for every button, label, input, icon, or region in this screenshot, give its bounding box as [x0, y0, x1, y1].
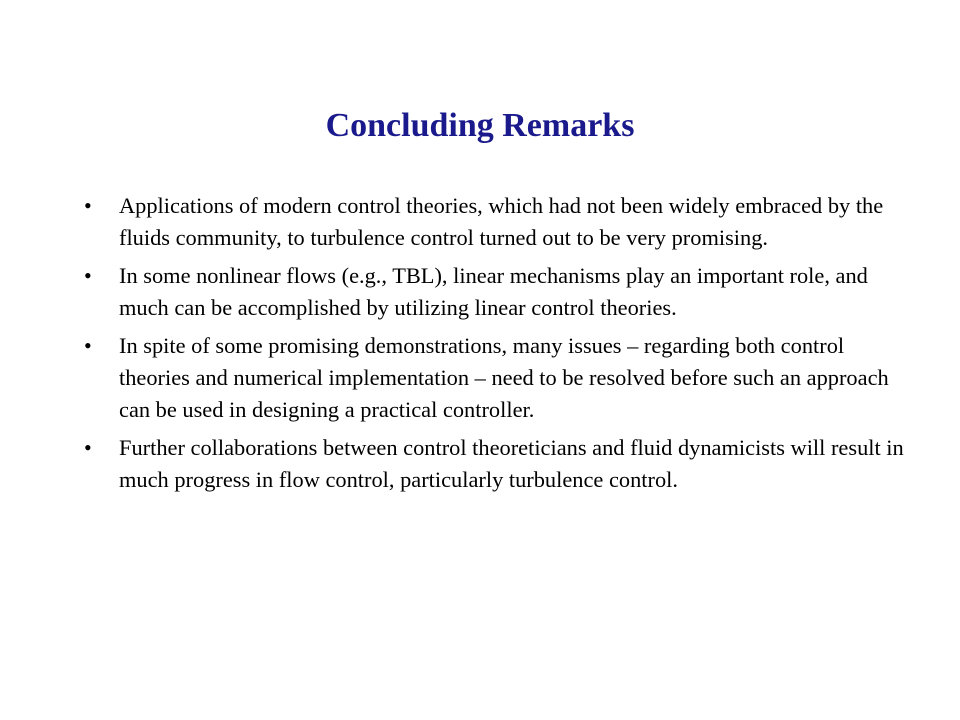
bullet-item-3	[82, 330, 912, 426]
bullet-marker: •	[84, 333, 92, 358]
bullet-text: In some nonlinear flows (e.g., TBL), linear mechanisms play an important role, and much can be accomplished by utilizing linear control theories.	[119, 263, 868, 320]
bullet-text: Further collaborations between control theoreticians and fluid dynamicists will result in much progress in flow control, particularly turbulence control.	[119, 435, 904, 492]
bullet-item-4	[82, 432, 912, 496]
bullet-marker: •	[84, 193, 92, 218]
bullet-list	[82, 190, 912, 502]
bullet-text: In spite of some promising demonstrations, many issues – regarding both control theories and numerical implementation – need to be resolved before such an approach can be used in designing a practical controller.	[119, 333, 889, 422]
bullet-item-1	[82, 190, 912, 254]
bullet-item-2	[82, 260, 912, 324]
bullet-text: Applications of modern control theories, which had not been widely embraced by the fluids community, to turbulence control turned out to be very promising.	[119, 193, 884, 250]
slide-title: Concluding Remarks	[325, 107, 635, 144]
bullet-marker: •	[84, 263, 92, 288]
bullet-marker: •	[84, 435, 92, 460]
